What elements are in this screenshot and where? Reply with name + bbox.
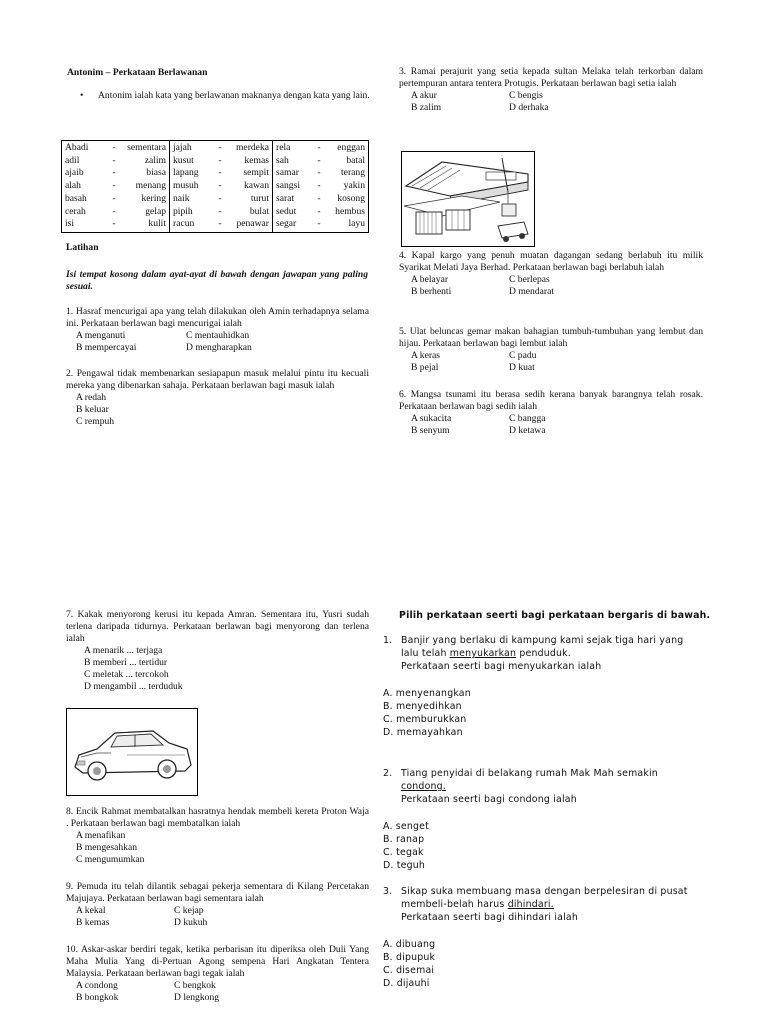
question-9: [66, 881, 369, 929]
antonym-pair: [276, 206, 365, 219]
antonym-opposite: yakin: [343, 180, 365, 192]
question-number: 3.: [383, 886, 393, 897]
question-10: [66, 944, 369, 1004]
dash-separator: -: [112, 218, 116, 230]
antonym-pair: [276, 167, 365, 180]
question-3: [399, 66, 703, 114]
option-c: C bengkok: [174, 980, 216, 991]
dash-separator: -: [112, 142, 116, 153]
antonym-opposite: kulit: [148, 218, 166, 230]
option-a: A. menyenangkan: [383, 688, 471, 699]
option-a: A menafikan: [76, 830, 126, 841]
option-a: A kekal: [76, 905, 106, 916]
antonym-opposite: kemas: [244, 154, 269, 166]
antonym-column-3: [273, 141, 369, 233]
option-c: C rempuh: [76, 416, 115, 427]
antonym-opposite: kering: [141, 192, 166, 204]
option-b: B mempercayai: [76, 342, 137, 353]
antonym-word: Abadi: [65, 142, 89, 153]
antonym-pair: [65, 155, 166, 168]
dash-separator: -: [218, 167, 222, 179]
option-b: B senyum: [411, 425, 450, 436]
option-a: A sukacita: [411, 413, 452, 424]
antonym-pair: [276, 193, 365, 206]
antonym-pair: [65, 167, 166, 180]
antonym-opposite: penawar: [236, 218, 269, 230]
option-b: B mengesahkan: [76, 842, 138, 853]
antonym-opposite: kosong: [337, 192, 365, 204]
option-c: C mengumumkan: [76, 854, 145, 865]
antonym-opposite: terang: [341, 167, 365, 179]
option-c: C. disemai: [383, 965, 435, 976]
question-line-1: Tiang penyidai di belakang rumah Mak Mah semakin: [401, 768, 658, 779]
option-b: B pejal: [411, 362, 439, 373]
option-c: C kejap: [174, 905, 204, 916]
antonym-pair: [276, 155, 365, 168]
antonym-pair: [173, 180, 269, 193]
underlined-word: dihindari.: [507, 899, 554, 910]
antonym-opposite: zalim: [144, 154, 166, 166]
antonym-pair: [173, 218, 269, 231]
question-text: 6. Mangsa tsunami itu berasa sedih kerana banyak barangnya telah rosak. Perkataan berlawan bagi sedih ialah: [399, 389, 703, 412]
option-a: A redah: [76, 392, 107, 403]
option-d: D derhaka: [509, 102, 549, 113]
seerti-heading: Pilih perkataan seerti bagi perkataan bergaris di bawah.: [399, 610, 711, 621]
option-a: A condong: [76, 980, 118, 991]
antonym-pair: [173, 206, 269, 219]
definition-text: Antonim ialah kata yang berlawanan maknanya dengan kata yang lain.: [98, 90, 370, 101]
antonym-opposite: menang: [135, 180, 166, 192]
antonym-pair: [65, 193, 166, 206]
question-line-3: Perkataan seerti bagi condong ialah: [401, 794, 577, 805]
antonym-column-2: [170, 141, 273, 233]
dash-separator: -: [317, 167, 321, 179]
option-c: C meletak ... tercokoh: [84, 669, 169, 680]
antonym-column-1: [62, 141, 170, 233]
dash-separator: -: [317, 180, 321, 192]
dash-separator: -: [112, 167, 116, 179]
antonym-word: rela: [276, 142, 291, 153]
dash-separator: -: [112, 180, 116, 192]
option-c: C bangga: [509, 413, 546, 424]
latihan-heading: Latihan: [66, 242, 99, 253]
antonym-word: isi: [65, 218, 75, 230]
antonym-word: naik: [173, 192, 190, 204]
option-c: C mentauhidkan: [186, 330, 250, 341]
antonym-word: segar: [276, 218, 297, 230]
antonym-pair: [173, 193, 269, 206]
antonym-table: [61, 140, 369, 233]
question-line-1: Sikap suka membuang masa dengan berpelesiran di pusat: [401, 886, 688, 897]
dash-separator: -: [218, 218, 222, 230]
antonym-pair: [276, 218, 365, 231]
dash-separator: -: [218, 180, 222, 192]
bullet-dot: •: [80, 90, 84, 101]
dash-separator: -: [218, 142, 222, 153]
option-b: B zalim: [411, 102, 442, 113]
antonym-pair: [173, 155, 269, 168]
option-d: D. dijauhi: [383, 978, 430, 989]
option-c: C berlepas: [509, 274, 550, 285]
antonym-word: cerah: [65, 205, 86, 217]
dash-separator: -: [218, 154, 222, 166]
antonym-pair: [276, 142, 365, 155]
seerti-question-2: [383, 767, 713, 872]
question-7: [66, 609, 369, 693]
antonym-pair: [65, 180, 166, 193]
option-a: A keras: [411, 350, 441, 361]
option-d: D ketawa: [509, 425, 546, 436]
question-line-2: lalu telah menyukarkan penduduk.: [401, 648, 571, 659]
option-a: A. senget: [383, 821, 429, 832]
question-line-1: Banjir yang berlaku di kampung kami sejak tiga hari yang: [401, 635, 684, 646]
antonym-opposite: hembus: [335, 205, 365, 217]
question-text: 2. Pengawal tidak membenarkan sesiapapun masuk melalui pintu itu kecuali mereka yang dibenarkan sahaja. Perkataan berlawan bagi masuk ialah: [66, 368, 369, 391]
antonym-word: lapang: [173, 167, 199, 179]
option-d: D. memayahkan: [383, 727, 463, 738]
option-a: A menganuti: [76, 330, 126, 341]
dash-separator: -: [317, 205, 321, 217]
question-6: [399, 389, 703, 437]
antonym-word: sarat: [276, 192, 295, 204]
antonym-word: ajaib: [65, 167, 84, 179]
option-d: D kuat: [509, 362, 535, 373]
dash-separator: -: [218, 192, 222, 204]
antonym-word: sah: [276, 154, 289, 166]
question-text: 1. Hasraf mencurigai apa yang telah dilakukan oleh Amin terhadapnya selama ini. Perkataan berlawan bagi mencurigai ialah: [66, 306, 369, 329]
option-b: B. dipupuk: [383, 952, 436, 963]
antonym-opposite: batal: [346, 154, 365, 166]
cargo-ship-illustration: [401, 151, 535, 247]
option-a: A belayar: [411, 274, 449, 285]
option-d: D kukuh: [174, 917, 208, 928]
dash-separator: -: [317, 154, 321, 166]
dash-separator: -: [112, 205, 116, 217]
question-number: 2.: [383, 768, 393, 779]
car-drawing: [67, 709, 197, 795]
antonym-word: basah: [65, 192, 87, 204]
option-a: A akur: [411, 90, 437, 101]
question-text: 8. Encik Rahmat membatalkan hasratnya hendak membeli kereta Proton Waja . Perkataan berlawan bagi membatalkan ialah: [66, 806, 369, 829]
dash-separator: -: [218, 205, 222, 217]
antonym-opposite: gelap: [145, 205, 166, 217]
antonym-opposite: enggan: [337, 142, 365, 153]
antonym-opposite: sementara: [127, 142, 166, 153]
question-number: 1.: [383, 635, 393, 646]
antonym-opposite: turut: [250, 192, 269, 204]
antonym-word: pipih: [173, 205, 193, 217]
option-c: C bengis: [509, 90, 543, 101]
question-text: 5. Ulat beluncas gemar makan bahagian tumbuh-tumbuhan yang lembut dan hijau. Perkataan berlawan bagi lembut ialah: [399, 326, 703, 349]
antonym-word: racun: [173, 218, 195, 230]
option-c: C padu: [509, 350, 537, 361]
antonym-word: musuh: [173, 180, 199, 192]
question-line-2: membeli-belah harus dihindari.: [401, 899, 554, 910]
antonym-pair: [65, 142, 166, 155]
option-d: D. teguh: [383, 860, 426, 871]
antonym-word: alah: [65, 180, 81, 192]
option-c: C. tegak: [383, 847, 424, 858]
section-title: Antonim – Perkataan Berlawanan: [67, 67, 208, 78]
definition-bullet: [80, 90, 370, 102]
antonym-pair: [173, 142, 269, 155]
option-b: B. menyedihkan: [383, 701, 462, 712]
antonym-word: samar: [276, 167, 299, 179]
antonym-pair: [173, 167, 269, 180]
option-c: C. memburukkan: [383, 714, 467, 725]
antonym-opposite: layu: [348, 218, 365, 230]
question-text: 9. Pemuda itu telah dilantik sebagai pekerja sementara di Kilang Percetakan Majujaya. Perkataan berlawan bagi sementara ialah: [66, 881, 369, 904]
antonym-word: jajah: [173, 142, 192, 153]
dash-separator: -: [112, 154, 116, 166]
car-illustration: [66, 708, 198, 796]
dash-separator: -: [317, 218, 321, 230]
antonym-opposite: sempit: [243, 167, 269, 179]
antonym-pair: [65, 206, 166, 219]
question-text: 3. Ramai perajurit yang setia kepada sultan Melaka telah terkorban dalam pertempuran antara tentera Protugis. Perkataan berlawan bagi setia ialah: [399, 66, 703, 89]
instruction-text: Isi tempat kosong dalam ayat-ayat di bawah dengan jawapan yang paling sesuai.: [66, 269, 368, 292]
antonym-word: kusut: [173, 154, 194, 166]
option-b: B bongkok: [76, 992, 119, 1003]
question-text: 4. Kapal kargo yang penuh muatan dagangan sedang berlabuh itu milik Syarikat Melati Jaya Berhad. Perkataan berlawan bagi berlabuh ialah: [399, 250, 703, 273]
option-a: A menarik ... terjaga: [84, 645, 163, 656]
option-a: A. dibuang: [383, 939, 436, 950]
seerti-question-1: [383, 634, 713, 739]
option-b: B keluar: [76, 404, 109, 415]
question-1: [66, 306, 369, 354]
option-d: D mendarat: [509, 286, 555, 297]
option-b: B memberi ... tertidur: [84, 657, 168, 668]
antonym-opposite: bulat: [249, 205, 269, 217]
question-line-3: Perkataan seerti bagi dihindari ialah: [401, 912, 579, 923]
underlined-word: menyukarkan: [449, 648, 517, 659]
underlined-word: condong.: [401, 781, 446, 792]
antonym-pair: [65, 218, 166, 231]
dash-separator: -: [112, 192, 116, 204]
option-b: B. ranap: [383, 834, 425, 845]
option-b: B berhenti: [411, 286, 452, 297]
question-text: 7. Kakak menyorong kerusi itu kepada Amran. Sementara itu, Yusri sudah terlena daripada tidurnya. Perkataan berlawan bagi menyorong dan terlena ialah: [66, 609, 369, 644]
seerti-question-3: [383, 885, 713, 990]
question-2: [66, 368, 369, 428]
antonym-word: sangsi: [276, 180, 300, 192]
cargo-ship-drawing: [402, 152, 534, 246]
antonym-opposite: kawan: [243, 180, 269, 192]
dash-separator: -: [317, 192, 321, 204]
option-d: D mengambil ... terduduk: [84, 681, 183, 692]
antonym-opposite: biasa: [146, 167, 166, 179]
question-4: [399, 250, 703, 298]
antonym-word: sedut: [276, 205, 297, 217]
question-5: [399, 326, 703, 374]
antonym-pair: [276, 180, 365, 193]
question-8: [66, 806, 369, 866]
question-line-3: Perkataan seerti bagi menyukarkan ialah: [401, 661, 602, 672]
dash-separator: -: [317, 142, 321, 153]
antonym-opposite: merdeka: [235, 142, 269, 153]
question-text: 10. Askar-askar berdiri tegak, ketika perbarisan itu diperiksa oleh Duli Yang Maha Mulia Yang di-Pertuan Agong sempena Hari Angkatan Tentera Malaysia. Perkataan berlawan bagi tegak ialah: [66, 944, 369, 979]
option-d: D lengkong: [174, 992, 220, 1003]
antonym-word: adil: [65, 154, 80, 166]
option-b: B kemas: [76, 917, 110, 928]
option-d: D mengharapkan: [186, 342, 252, 353]
